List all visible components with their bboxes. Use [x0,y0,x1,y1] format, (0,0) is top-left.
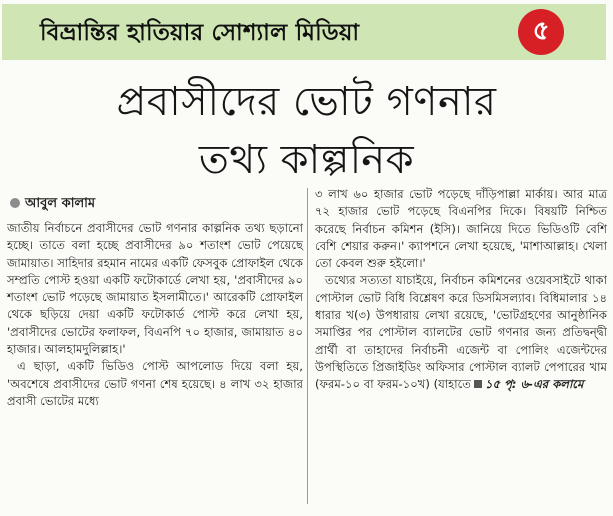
square-bullet-icon [474,380,482,388]
series-number-badge: ৫ [518,9,564,55]
article-paragraph [315,272,607,393]
article-column-right [315,186,607,394]
section-banner [2,4,606,60]
column-divider [307,188,308,504]
continuation-jump[interactable] [471,377,583,391]
headline-line-1: প্রবাসীদের ভোট গণনার [116,79,497,125]
article-paragraph: জাতীয় নির্বাচনে প্রবাসীদের ভোট গণনার কাল্পনিক তথ্য ছড়ানো হচ্ছে। তাতে বলা হচ্ছে প্রবাসীদের ৯০ শতাংশ ভোট পেয়েছে জামায়াত। সাহিদার রহমান নামের একটি ফেসবুক প্রোফাইল থেকে সম্প্রতি পোস্ট হওয়া একটি ফটোকার্ডে লেখা হয়, 'প্রবাসীদের ৯০ শতাংশ ভোট পড়েছে জামায়াত ইসলামীতে।' আরেকটি প্রোফাইল থেকে ছড়িয়ে দেয়া একটি ফটোকার্ড পোস্ট করে লেখা হয়, 'প্রবাসীদের ভোটের ফলাফল, বিএনপি ৭০ হাজার, জামায়াত ৪০ হাজার। আলহামদুলিল্লাহ।' [7,221,303,357]
headline-line-2: তথ্য কাল্পনিক [198,137,415,183]
article-column-left [7,220,303,410]
article-paragraph: ৩ লাখ ৬০ হাজার ভোট পড়েছে দাঁড়িপাল্লা মার্কায়। আর মাত্র ৭২ হাজার ভোট পড়েছে বিএনপির দিকে। বিষয়টি নিশ্চিত করেছে নির্বাচন কমিশন (ইসি)। জানিয়ে দিতে ভিডিওটি বেশি বেশি শেয়ার করুন।' ক্যাপশনে লেখা হয়েছে, 'মাশাআল্লাহ। খেলা তো কেবল শুরু হইলো।' [315,187,607,271]
article-paragraph-text: তথ্যের সত্যতা যাচাইয়ে, নির্বাচন কমিশনের ওয়েবসাইটে থাকা পোস্টাল ভোট বিধি বিশ্লেষণ করে ডিসমিসল্যাব। বিধিমালার ১৪ ধারার খ(৩) উপধারায় লেখা রয়েছে, 'ভোটগ্রহণের আনুষ্ঠানিক সমাপ্তির পর পোস্টাল ব্যালটের ভোট গণনার জন্য প্রতিদ্বন্দ্বী প্রার্থী বা তাহাদের নির্বাচনী এজেন্ট বা পোলিং এজেন্টদের উপস্থিতিতে প্রিজাইডিং অফিসার পোস্টাল ব্যালট পেপারের খাম (ফরম-১০ বা ফরম-১০খ) (যাহাতে [315,273,607,392]
continuation-jump-label: ১৫ পৃ: ৬-এর কলামে [484,377,584,392]
bullet-icon [10,198,20,208]
series-kicker: বিভ্রান্তির হাতিয়ার সোশ্যাল মিডিয়া [40,20,360,46]
byline [10,194,95,215]
article-paragraph: এ ছাড়া, একটি ভিডিও পোস্ট আপলোড দিয়ে বলা হয়, 'অবশেষে প্রবাসীদের ভোট গণনা শেষ হয়েছে। ৪ লাখ ৩২ হাজার প্রবাসী ভোটের মধ্যে [7,359,303,408]
author-name: আবুল কালাম [25,196,96,211]
